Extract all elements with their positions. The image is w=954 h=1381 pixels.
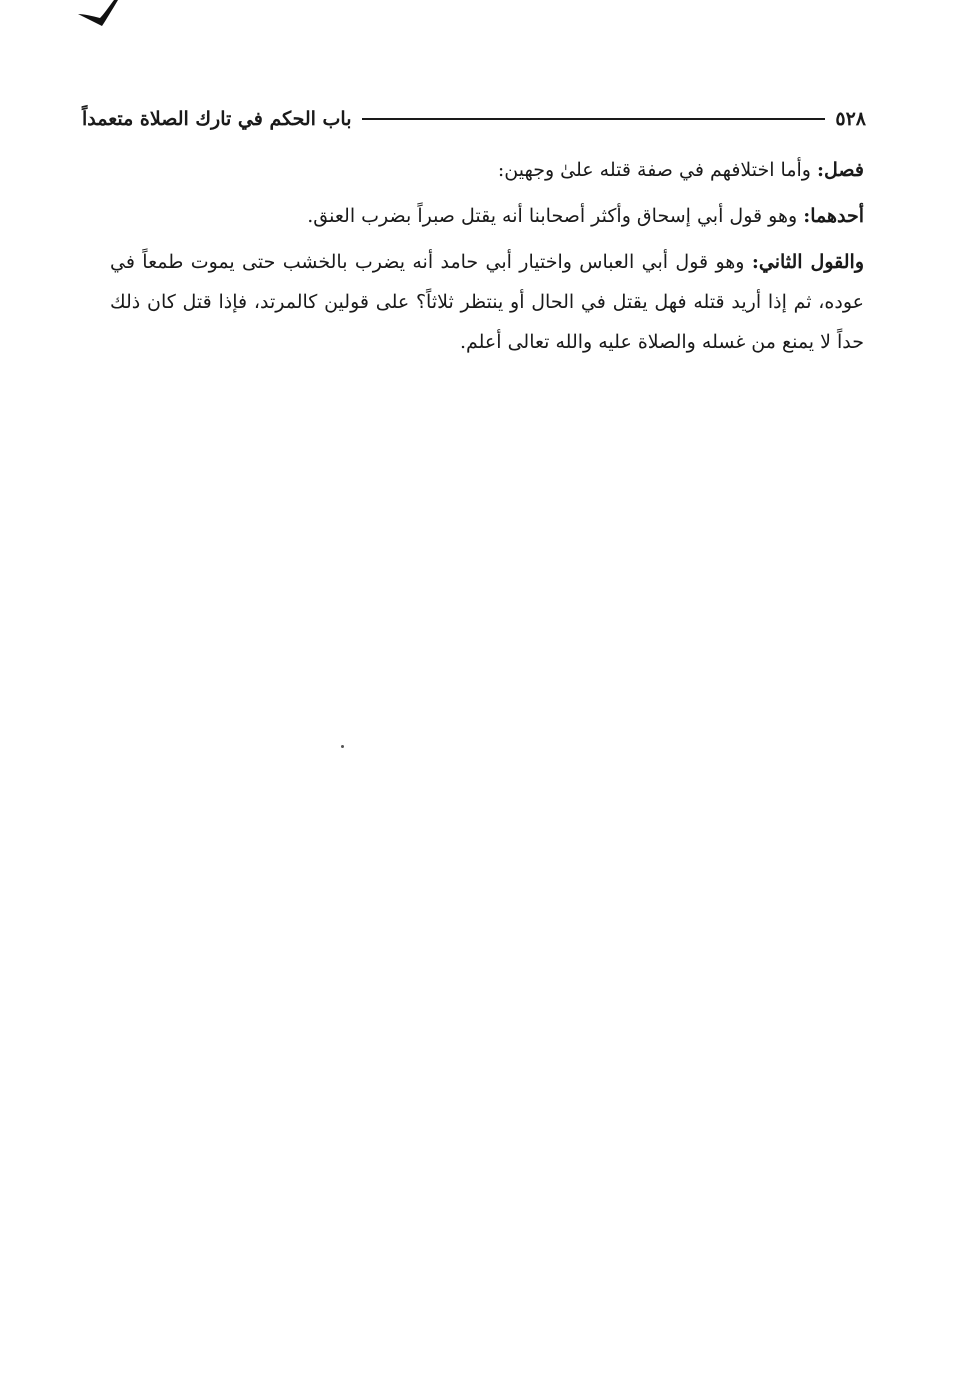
paragraph-text: وأما اختلافهم في صفة قتله علىٰ وجهين:: [497, 159, 818, 181]
paragraph-text: وهو قول أبي إسحاق وأكثر أصحابنا أنه يقتل صبراً بضرب العنق.: [307, 205, 804, 227]
header-rule: [362, 118, 826, 120]
paragraph-first-view: [110, 196, 864, 236]
paragraph-lead: والقول الثاني:: [751, 251, 864, 273]
body-text: [110, 150, 864, 368]
paragraph-fasl: [110, 150, 864, 190]
paragraph-text: وهو قول أبي العباس واختيار أبي حامد أنه يضرب بالخشب حتى يموت طمعاً في عوده، ثم إذا أريد قتله فهل يقتل في الحال أو ينتظر ثلاثاً؟ على قولين كالمرتد، فإذا قتل كان ذلك حداً لا يمنع من غسله والصلاة عليه والله تعالى أعلم.: [110, 251, 864, 353]
paragraph-lead: فصل:: [817, 159, 864, 181]
paragraph-second-view: [110, 242, 864, 362]
paragraph-lead: أحدهما:: [803, 205, 864, 227]
chapter-title: باب الحكم في تارك الصلاة متعمداً: [82, 108, 352, 130]
page-number: ٥٢٨: [835, 108, 866, 130]
page-header: [82, 100, 866, 138]
scan-speck: [341, 745, 344, 748]
corner-ink-mark: [74, 0, 120, 30]
